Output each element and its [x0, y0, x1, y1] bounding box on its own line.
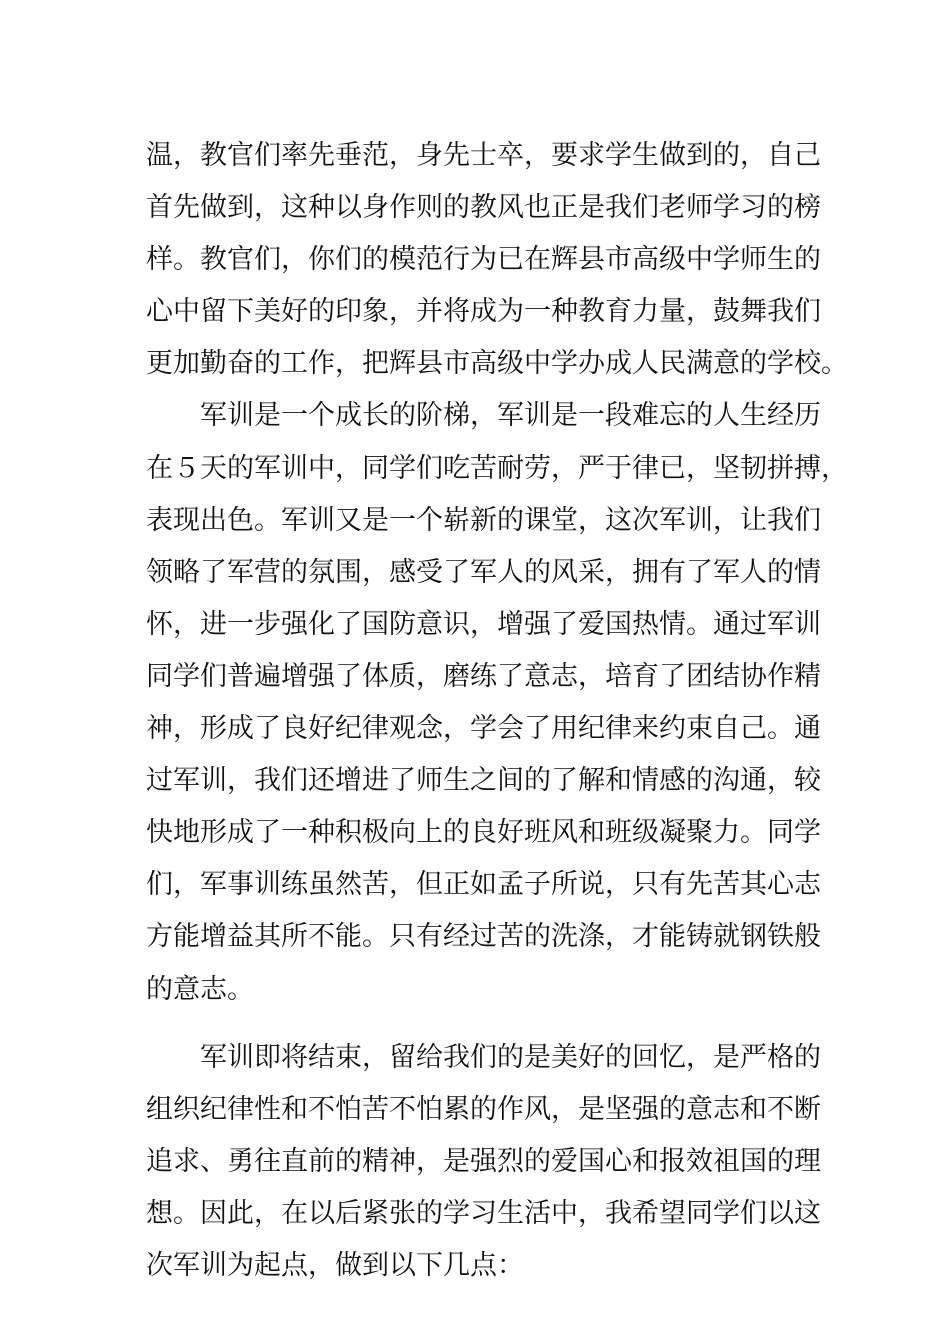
text-line: 首先做到，这种以身作则的教风也正是我们老师学习的榜: [146, 192, 821, 224]
text-line: 过军训，我们还增进了师生之间的了解和情感的沟通，较: [146, 765, 821, 797]
paragraph-2: [146, 390, 848, 1015]
text-line: 次军训为起点，做到以下几点：: [146, 1249, 524, 1281]
text-line: 军训是一个成长的阶梯，军训是一段难忘的人生经历: [146, 400, 821, 432]
text-line: 想。因此，在以后紧张的学习生活中，我希望同学们以这: [146, 1197, 821, 1229]
text-line: 在５天的军训中，同学们吃苦耐劳，严于律已，坚韧拼搏，: [146, 452, 848, 484]
paragraph-3: [146, 1032, 821, 1292]
text-line: 方能增益其所不能。只有经过苦的洗涤，才能铸就钢铁般: [146, 921, 821, 953]
text-line: 领略了军营的氛围，感受了军人的风采，拥有了军人的情: [146, 556, 821, 588]
text-line: 追求、勇往直前的精神，是强烈的爱国心和报效祖国的理: [146, 1145, 821, 1177]
text-line: 表现出色。军训又是一个崭新的课堂，这次军训，让我们: [146, 504, 821, 536]
text-line: 温，教官们率先垂范，身先士卒，要求学生做到的，自己: [146, 140, 821, 171]
text-line: 们，军事训练虽然苦，但正如孟子所说，只有先苦其心志: [146, 869, 821, 901]
text-line: 更加勤奋的工作，把辉县市高级中学办成人民满意的学校。: [146, 348, 848, 380]
text-line: 神，形成了良好纪律观念，学会了用纪律来约束自己。通: [146, 713, 821, 745]
text-line: 组织纪律性和不怕苦不怕累的作风，是坚强的意志和不断: [146, 1093, 821, 1125]
document-body: [146, 130, 848, 1292]
text-line: 同学们普遍增强了体质，磨练了意志，培育了团结协作精: [146, 660, 821, 692]
paragraph-spacer: [146, 1016, 816, 1032]
text-line: 心中留下美好的印象，并将成为一种教育力量，鼓舞我们: [146, 296, 821, 328]
text-line: 快地形成了一种积极向上的良好班风和班级凝聚力。同学: [146, 817, 821, 849]
text-line: 军训即将结束，留给我们的是美好的回忆，是严格的: [146, 1041, 821, 1073]
text-line: 的意志。: [146, 973, 254, 1005]
text-line: 怀，进一步强化了国防意识，增强了爱国热情。通过军训: [146, 608, 821, 640]
paragraph-1: [146, 130, 848, 390]
text-line: 样。教官们，你们的模范行为已在辉县市高级中学师生的: [146, 244, 821, 276]
